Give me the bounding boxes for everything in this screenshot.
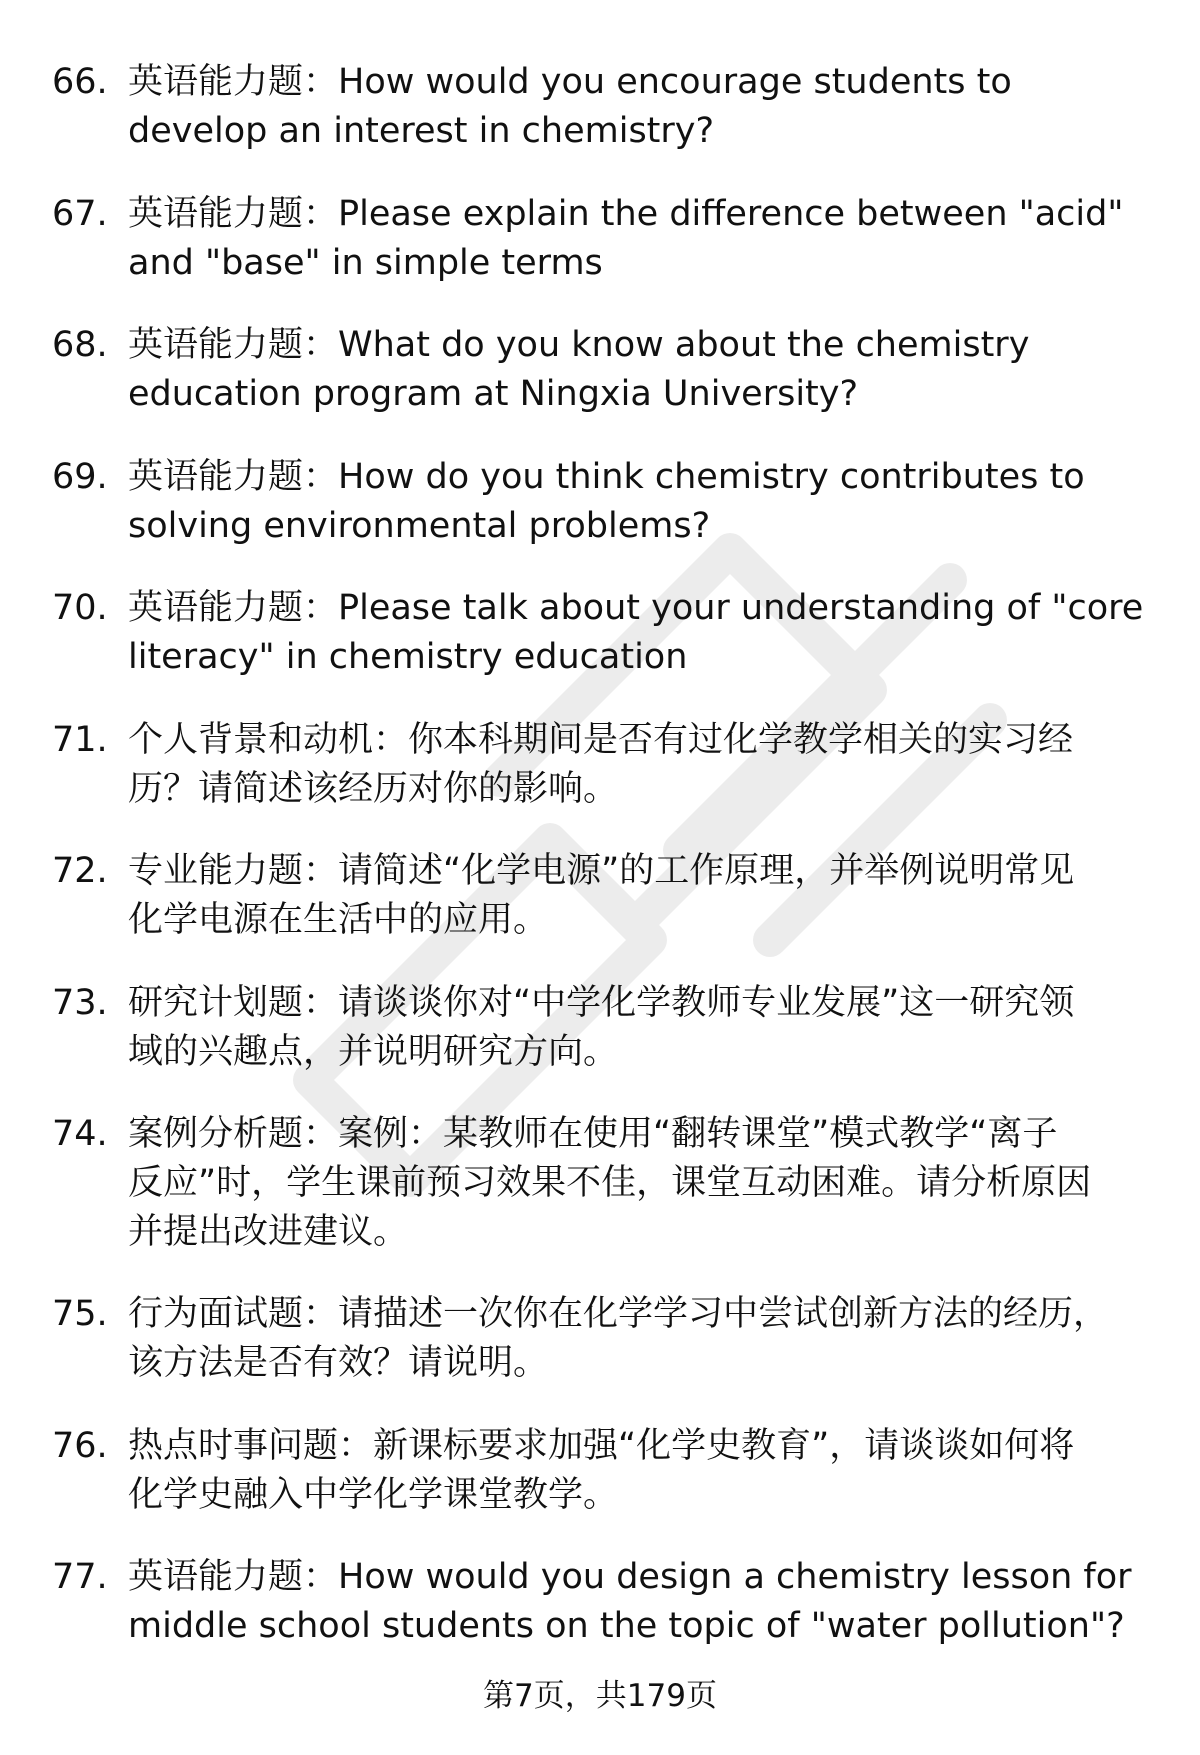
question-text bbox=[128, 979, 1138, 1077]
question-number: 68. bbox=[52, 325, 108, 365]
question-line: 英语能力题：What do you know about the chemistry bbox=[128, 325, 1030, 365]
question-item bbox=[0, 716, 1200, 848]
question-text bbox=[128, 1553, 1138, 1651]
question-number: 77. bbox=[52, 1557, 108, 1597]
page-number-label: 第7页，共179页 bbox=[483, 1678, 717, 1714]
question-text bbox=[128, 58, 1138, 156]
question-item bbox=[0, 190, 1200, 322]
question-line: literacy" in chemistry education bbox=[128, 637, 688, 677]
question-number: 66. bbox=[52, 62, 108, 102]
question-item bbox=[0, 1290, 1200, 1422]
question-line: 该方法是否有效？请说明。 bbox=[128, 1343, 549, 1383]
question-line: 英语能力题：How would you encourage students to bbox=[128, 62, 1012, 102]
question-line: 英语能力题：How do you think chemistry contributes to bbox=[128, 456, 1085, 497]
question-list bbox=[0, 58, 1200, 1685]
question-text bbox=[128, 1290, 1138, 1388]
question-line: 反应”时，学生课前预习效果不佳，课堂互动困难。请分析原因 bbox=[128, 1163, 1092, 1203]
question-text bbox=[128, 1110, 1138, 1257]
question-line: 个人背景和动机：你本科期间是否有过化学教学相关的实习经 bbox=[128, 719, 1074, 760]
question-item bbox=[0, 1422, 1200, 1554]
question-item bbox=[0, 847, 1200, 979]
question-line: develop an interest in chemistry? bbox=[128, 111, 715, 151]
question-text bbox=[128, 716, 1138, 814]
question-number: 71. bbox=[52, 719, 108, 760]
question-number: 75. bbox=[52, 1294, 108, 1334]
question-line: 化学电源在生活中的应用。 bbox=[128, 900, 549, 940]
question-line: and "base" in simple terms bbox=[128, 242, 603, 283]
question-number: 76. bbox=[52, 1425, 108, 1466]
question-line: 热点时事问题：新课标要求加强“化学史教育”，请谈谈如何将 bbox=[128, 1425, 1075, 1466]
question-line: 研究计划题：请谈谈你对“中学化学教师专业发展”这一研究领 bbox=[128, 982, 1075, 1023]
question-line: 英语能力题：How would you design a chemistry lesson for bbox=[128, 1557, 1132, 1597]
question-line: 化学史融入中学化学课堂教学。 bbox=[128, 1474, 619, 1515]
question-text bbox=[128, 584, 1144, 682]
question-line: middle school students on the topic of "water pollution"? bbox=[128, 1606, 1125, 1646]
question-item bbox=[0, 453, 1200, 585]
question-item bbox=[0, 58, 1200, 190]
question-number: 72. bbox=[52, 851, 108, 891]
question-line: solving environmental problems? bbox=[128, 505, 711, 546]
question-text bbox=[128, 321, 1138, 419]
question-item bbox=[0, 584, 1200, 716]
question-number: 73. bbox=[52, 982, 108, 1023]
question-text bbox=[128, 1422, 1138, 1520]
question-line: education program at Ningxia University? bbox=[128, 374, 859, 414]
question-line: 案例分析题：案例：某教师在使用“翻转课堂”模式教学“离子 bbox=[128, 1114, 1058, 1154]
question-line: 英语能力题：Please talk about your understanding of "core bbox=[128, 588, 1144, 628]
question-line: 英语能力题：Please explain the difference between "acid" bbox=[128, 193, 1124, 234]
question-line: 专业能力题：请简述“化学电源”的工作原理，并举例说明常见 bbox=[128, 851, 1075, 891]
question-text bbox=[128, 453, 1138, 551]
question-text bbox=[128, 190, 1138, 288]
question-line: 域的兴趣点，并说明研究方向。 bbox=[128, 1031, 619, 1072]
question-number: 74. bbox=[52, 1114, 108, 1154]
question-item bbox=[0, 1553, 1200, 1685]
question-line: 行为面试题：请描述一次你在化学学习中尝试创新方法的经历， bbox=[128, 1294, 1109, 1334]
question-item bbox=[0, 979, 1200, 1111]
question-text bbox=[128, 847, 1138, 945]
question-number: 70. bbox=[52, 588, 108, 628]
question-item bbox=[0, 321, 1200, 453]
question-number: 67. bbox=[52, 193, 108, 234]
question-item bbox=[0, 1110, 1200, 1290]
page-footer bbox=[0, 1676, 1200, 1716]
question-line: 历？请简述该经历对你的影响。 bbox=[128, 768, 619, 809]
question-line: 并提出改进建议。 bbox=[128, 1212, 409, 1252]
question-number: 69. bbox=[52, 456, 108, 497]
